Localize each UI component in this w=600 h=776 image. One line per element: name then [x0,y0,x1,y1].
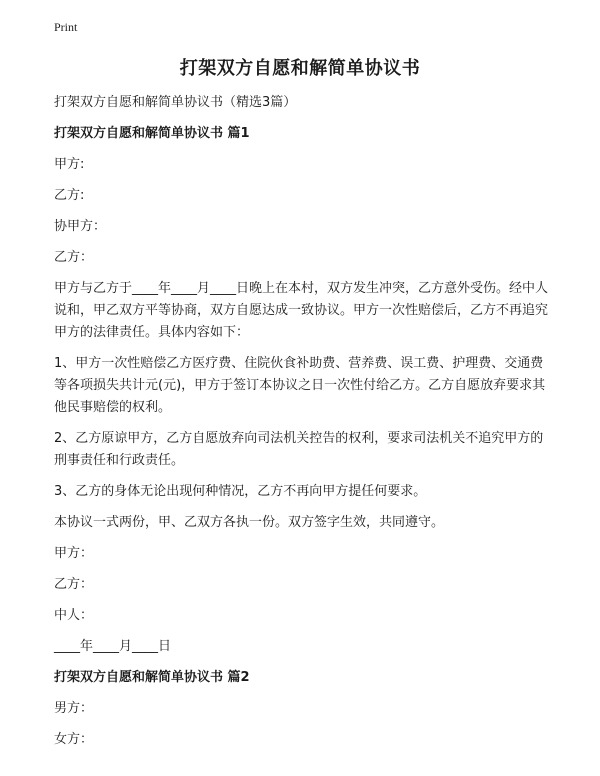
document-body [54,92,552,751]
print-link[interactable]: Print [54,20,78,34]
intro-paragraph: 甲方与乙方于____年____月____日晚上在本村，双方发生冲突，乙方意外受伤。经中人说和，甲乙双方平等协商，双方自愿达成一致协议。甲方一次性赔偿后，乙方不再追究甲方的法律责任。具体内容如下： [54,281,549,340]
clause-2: 2、乙方原谅甲方，乙方自愿放弃向司法机关控告的权利，要求司法机关不追究甲方的刑事责任和行政责任。 [54,431,544,468]
clause-3: 3、乙方的身体无论出现何种情况，乙方不再向甲方提任何要求。 [54,484,427,499]
signature-party-b: 乙方： [54,577,94,592]
section2-heading: 打架双方自愿和解简单协议书 篇2 [54,670,250,685]
clause-1: 1、甲方一次性赔偿乙方医疗费、住院伙食补助费、营养费、误工费、护理费、交通费等各项损失共计元(元)，甲方于签订本协议之日一次性付给乙方。乙方自愿放弃要求其他民事赔偿的权利。 [54,356,546,415]
female-party-line: 女方： [54,732,94,747]
date-line: ____年____月____日 [54,639,172,654]
section1-heading: 打架双方自愿和解简单协议书 篇1 [54,126,250,141]
document-subtitle: 打架双方自愿和解简单协议书（精选3篇） [54,95,297,110]
co-party-b-line: 乙方： [54,250,94,265]
signature-mediator: 中人： [54,608,94,623]
signature-party-a: 甲方： [54,546,94,561]
co-party-a-line: 协甲方： [54,219,107,234]
male-party-line: 男方： [54,701,94,716]
closing-paragraph: 本协议一式两份，甲、乙双方各执一份。双方签字生效，共同遵守。 [54,515,445,530]
party-b-line: 乙方: [54,188,85,203]
document-title: 打架双方自愿和解简单协议书 [179,58,421,79]
party-a-line: 甲方: [54,157,85,172]
